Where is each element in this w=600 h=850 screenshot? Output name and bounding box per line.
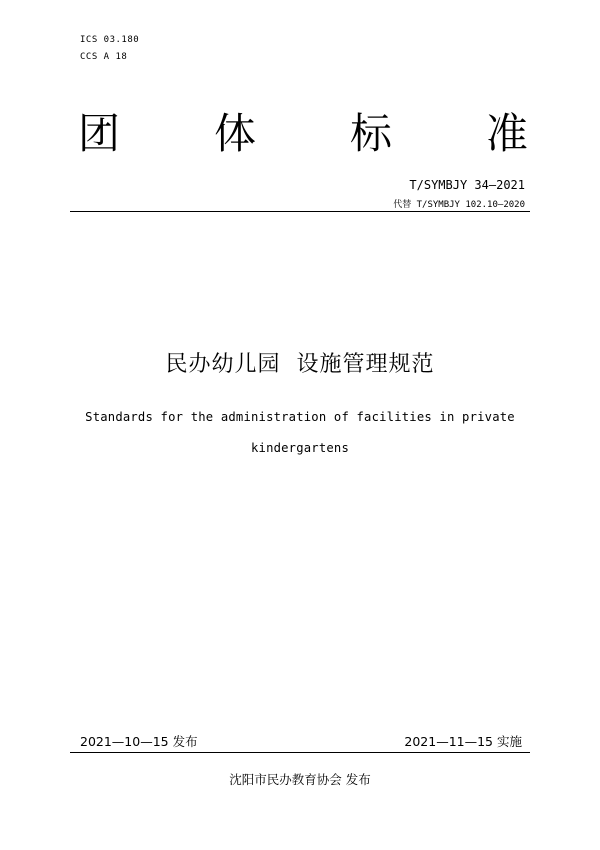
standard-type-char: 团 (78, 109, 121, 158)
bottom-divider (70, 752, 530, 753)
standard-code: T/SYMBJY 34—2021 (409, 178, 525, 192)
implement-date: 2021—11—15 实施 (404, 734, 522, 749)
ics-code: ICS 03.180 (80, 35, 140, 45)
top-divider (70, 211, 530, 212)
replaces-code: 代替 T/SYMBJY 102.10—2020 (393, 200, 525, 210)
standard-type-char: 准 (485, 109, 528, 158)
document-title-en-line2: kindergartens (251, 441, 349, 455)
standard-type-char: 体 (213, 109, 256, 158)
standard-type-heading (78, 104, 528, 164)
publish-date: 2021—10—15 发布 (80, 734, 198, 749)
document-title-cn: 民办幼儿园 设施管理规范 (165, 352, 435, 377)
standard-type-char: 标 (349, 109, 392, 158)
publisher: 沈阳市民办教育协会 发布 (229, 772, 371, 787)
ccs-code: CCS A 18 (80, 52, 128, 62)
document-title-en-line1: Standards for the administration of facilities in private (85, 410, 515, 424)
